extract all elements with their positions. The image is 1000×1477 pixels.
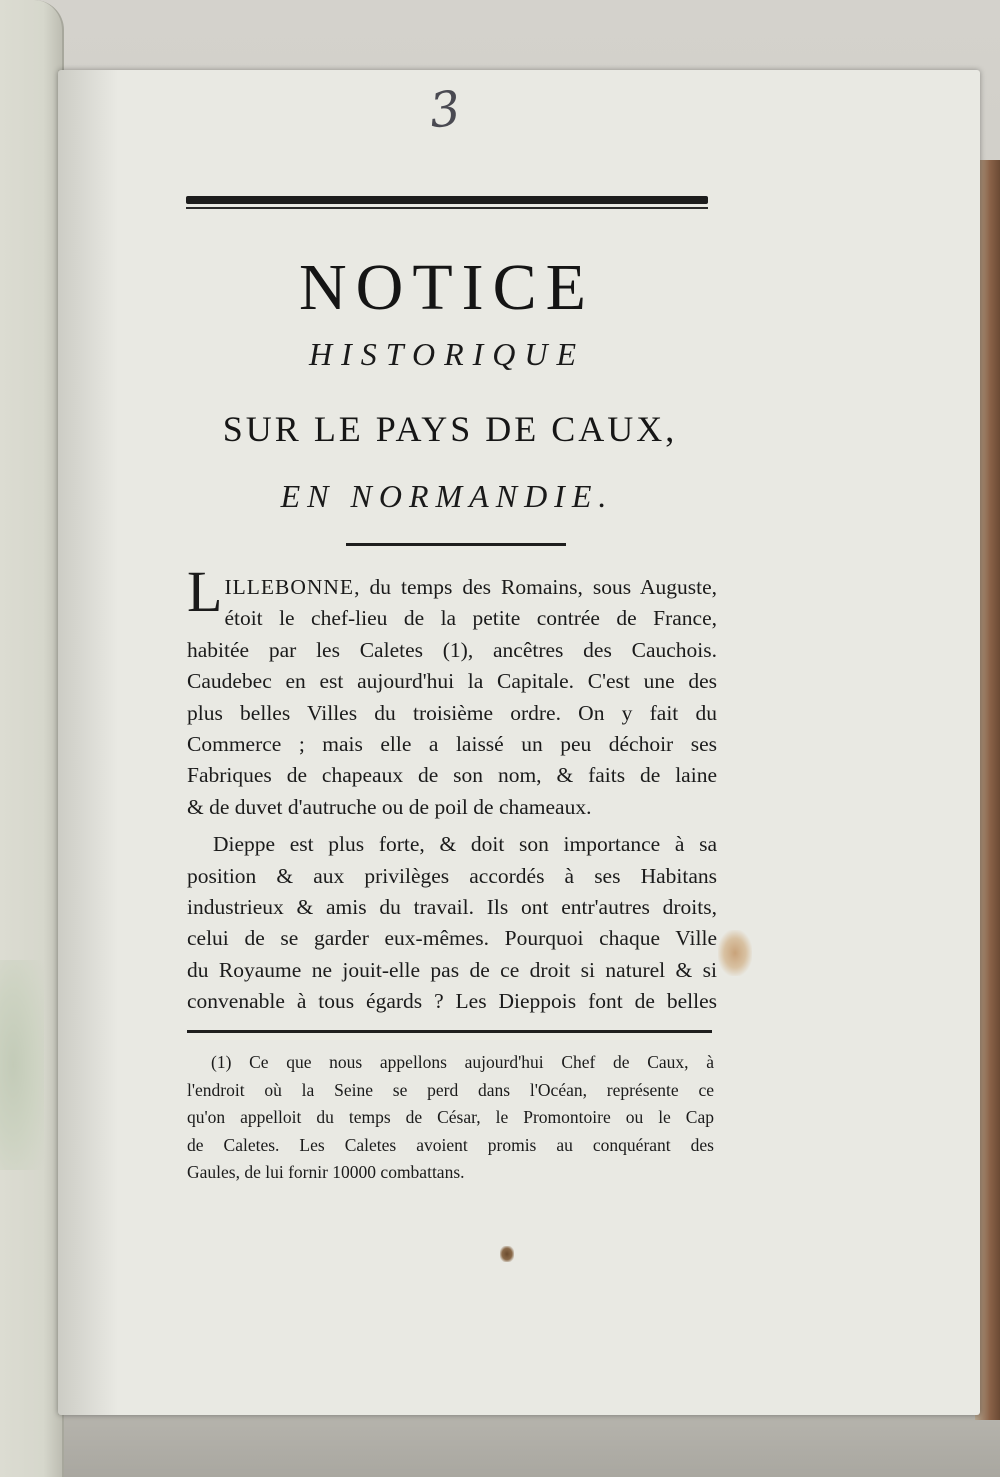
title-normandie: EN NORMANDIE. [280, 478, 614, 514]
footnote-rule [187, 1030, 712, 1033]
footnote-line: Gaules, de lui fornir 10000 combattans. [187, 1162, 465, 1183]
body-line: convenable à tous égards ? Les Dieppois font de belles [187, 989, 717, 1014]
body-line: habitée par les Caletes (1), ancêtres des Cauchois. [187, 637, 717, 662]
footnote-line: (1) Ce que nous appellons aujourd'hui Chef de Caux, à [211, 1052, 714, 1072]
first-word: ILLEBONNE [224, 575, 355, 599]
footnote [187, 1049, 714, 1187]
header-double-rule [186, 192, 708, 212]
body-line: Caudebec en est aujourd'hui la Capitale. C'est une des [187, 669, 717, 694]
title-notice: NOTICE [299, 251, 595, 324]
handwritten-page-number: 3 [426, 80, 464, 140]
facing-page-stain [0, 960, 44, 1170]
body-line: Commerce ; mais elle a laissé un peu déchoir ses [187, 731, 717, 756]
paragraph-dieppe [187, 829, 717, 1017]
foxing-stain [718, 930, 752, 976]
footnote-line: l'endroit où la Seine se perd dans l'Océan, représente ce [187, 1079, 714, 1100]
ink-spot [500, 1246, 514, 1262]
body-line: étoit le chef-lieu de la petite contrée de France, [224, 606, 717, 631]
body-line: Fabriques de chapeaux de son nom, & faits de laine [187, 763, 717, 788]
body-line-text: , du temps des Romains, sous Auguste, [354, 575, 717, 599]
header-rule-thin [186, 207, 708, 209]
title-pays-de-caux: SUR LE PAYS DE CAUX, [222, 409, 678, 449]
title-historique: HISTORIQUE [308, 336, 586, 372]
body-line: position & aux privilèges accordés à ses Habitans [187, 863, 717, 888]
footnote-line: de Caletes. Les Caletes avoient promis au conquérant des [187, 1134, 714, 1155]
title-separator-rule [346, 543, 566, 546]
page-gutter-shadow [58, 70, 118, 1415]
header-rule-thick [186, 196, 708, 204]
body-line: celui de se garder eux-mêmes. Pourquoi chaque Ville [187, 926, 717, 951]
footnote-line: qu'on appelloit du temps de César, le Promontoire ou le Cap [187, 1107, 714, 1128]
body-line: & de duvet d'autruche ou de poil de chameaux. [187, 794, 592, 819]
drop-cap: L [187, 559, 223, 624]
body-line: du Royaume ne jouit-elle pas de ce droit si naturel & si [187, 957, 717, 982]
body-line: plus belles Villes du troisième ordre. On y fait du [187, 700, 717, 725]
facing-page [0, 0, 64, 1477]
body-line: Dieppe est plus forte, & doit son importance à sa [213, 832, 717, 857]
body-line: industrieux & amis du travail. Ils ont entr'autres droits, [187, 894, 717, 919]
body-text [187, 559, 717, 1017]
